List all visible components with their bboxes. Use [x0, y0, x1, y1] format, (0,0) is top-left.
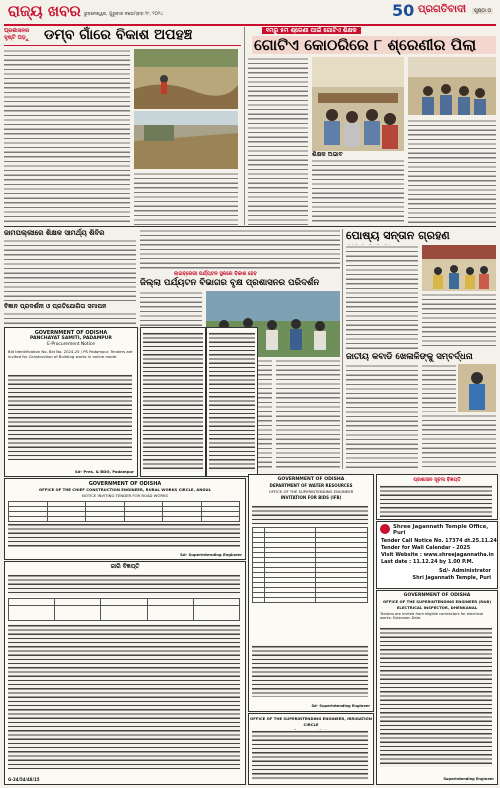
- story1: [4, 27, 241, 225]
- ad-bottom-line1: OFFICE OF THE SUPERINTENDING ENGINEER, IRRIGATION CIRCLE: [250, 716, 372, 727]
- ad-water-table: [252, 527, 368, 603]
- story1-rule: [4, 45, 241, 46]
- ad-panchayat-body: Bid Identification No. Bid No. 2024-25 / PS Padampur. Tenders are invited for Construction of Building works in online mode.: [8, 349, 133, 359]
- ad-water-line3: OFFICE OF THE SUPERINTENDING ENGINEER: [268, 489, 354, 494]
- ad-panchayat-line2: PANCHAYAT SAMITI, PADAMPUR: [30, 336, 112, 341]
- ad-panchayat-line3: E-Procurement Notice: [47, 342, 95, 347]
- ad-temple-line1: Shree Jagannath Temple Office, Puri: [393, 524, 489, 536]
- ad-hindi-line1: ଜାରି ବିଜ୍ଞପ୍ତି: [110, 563, 140, 570]
- ad-pwd-line2: OFFICE OF THE CHIEF CONSTRUCTION ENGINEER, RURAL WORKS CIRCLE, ANGUL: [38, 487, 212, 492]
- ad-electrical-footer: Superintending Engineer: [443, 777, 494, 781]
- story1-body-col1: [4, 49, 130, 225]
- story3: [4, 229, 136, 301]
- story4-body: [4, 312, 136, 324]
- story2-headline: ଗୋଟିଏ କୋଠରିରେ ୮ ଶ୍ରେଣୀର ପିଲା: [252, 36, 496, 54]
- ad-hindi: [4, 561, 246, 785]
- story6-body-col2: [422, 293, 496, 349]
- story2-body-col2: [312, 159, 404, 225]
- ad-water-line2: DEPARTMENT OF WATER RESOURCES: [269, 483, 353, 488]
- anniversary-logo: [392, 1, 414, 20]
- ad-pwd-footer: Sd- Superintending Engineer: [180, 552, 242, 557]
- anniversary-number: 50: [392, 1, 415, 20]
- ad-small-center: [140, 327, 206, 477]
- ad-electrical-body: Tenders are invited from eligible contractors for electrical works. Extension Date.: [380, 612, 484, 621]
- story2-caption: ଶିକ୍ଷକ ଅଭାବ: [312, 151, 343, 158]
- story5-top-body: [140, 229, 340, 269]
- story2-body: [248, 57, 308, 72]
- story6: [346, 229, 496, 349]
- story2-body-col1: [248, 57, 308, 225]
- masthead: [0, 0, 500, 24]
- story4-headline: ବିଜ୍ଞାନ ପ୍ରଦର୍ଶନୀ ଓ ପ୍ରତିଯୋଗିତା ସମାପନ: [4, 303, 107, 310]
- story4: [4, 303, 136, 323]
- story5-kicker: ଲାଇବ୍ରେରୀ ପର୍ଯ୍ୟଟନ ସ୍ଥଳରେ ବିକାଶ ହେବ: [174, 271, 257, 277]
- story7-body-col1: [346, 364, 418, 469]
- ad-temple-line2: Tender Call Notice No. 17374 dt.25.11.24: [381, 538, 497, 544]
- ad-pwd-angul: [4, 478, 246, 560]
- story6-photo: [422, 245, 496, 291]
- ad-panchayat: [4, 327, 138, 477]
- story1-body: [4, 49, 130, 59]
- ad-panchayat-footer: Sd- Pres. & BDO, Padampur: [75, 469, 134, 474]
- ad-temple-line6: Sd/- Administrator: [439, 568, 491, 574]
- ad-water: [248, 474, 374, 712]
- ad-water-footer: Sd- Superintending Engineer: [311, 704, 370, 708]
- ad-temple-line7: Shri Jagannath Temple, Puri: [412, 575, 491, 581]
- ad-pwd-line1: GOVERNMENT OF ODISHA: [88, 481, 162, 487]
- temple-icon: [380, 524, 390, 534]
- ad-hindi-footer: G-24/54/48/15: [8, 777, 40, 782]
- ad-water-line4: INVITATION FOR BIDS (IFB): [280, 495, 342, 500]
- ad-small-center-2: [206, 327, 258, 477]
- ad-hindi-table: [8, 598, 240, 621]
- story2-photo-2: [408, 57, 496, 115]
- ad-panchayat-line1: GOVERNMENT OF ODISHA: [34, 330, 108, 336]
- ad-water-line1: GOVERNMENT OF ODISHA: [277, 477, 345, 482]
- ad-pwd-line3: NOTICE INVITING TENDER FOR ROAD WORKS: [82, 493, 168, 498]
- ad-small-right: [376, 474, 498, 520]
- brand-logo: ପ୍ରଗତିବାଦୀ: [418, 4, 467, 15]
- section-title: ରାଜ୍ୟ ଖବର: [8, 2, 81, 20]
- ad-bottom-irrigation: [248, 713, 374, 785]
- story3-headline: ଜାମପଲ୍ଲୀରେ ଶିକ୍ଷକ ସାମର୍ଥ୍ୟ ଶିବିର: [4, 229, 105, 237]
- story7-body-col3: [422, 414, 496, 469]
- page-number: ପୃଷ୍ଠା ୦: [474, 8, 492, 14]
- story2-body-col3: [408, 119, 496, 225]
- story6-body-col1: [346, 245, 418, 349]
- story1-headline: ଡମ୍ବ ଗାଁରେ ବିକାଶ ଅପହଞ୍ଚ: [44, 27, 193, 43]
- story2-kicker: ୧ମରୁ ୫ମ ଶ୍ରେଣୀ ପାଇଁ ଗୋଟିଏ ଶିକ୍ଷକ: [262, 27, 361, 34]
- story1-body-col2: [134, 172, 238, 225]
- story2: [248, 27, 496, 225]
- story1-photo-2: [134, 111, 238, 169]
- ad-electrical: [376, 590, 498, 785]
- ad-temple-line3: Tender for Wall Calendar - 2025: [381, 545, 471, 551]
- ad-temple: [376, 521, 498, 589]
- story6-headline: ପୋଷ୍ୟ ସନ୍ତାନ ଗ୍ରହଣ: [346, 229, 450, 242]
- story2-photo: [312, 57, 404, 151]
- story7: [346, 352, 496, 469]
- story1-kicker: ପ୍ରଶାସନର ଦୃଷ୍ଟି ପଡ଼ୁ: [4, 28, 30, 41]
- ad-electrical-line2: OFFICE OF THE SUPERINTENDING ENGINEER (R&B) ELECTRICAL INSPECTOR, DHENKANAL: [382, 599, 492, 610]
- story7-body-col2: [422, 364, 456, 412]
- ad-electrical-line1: GOVERNMENT OF ODISHA: [403, 593, 471, 598]
- story7-headline: ଜାତୀୟ କବାଡି ଖେଳାଳିଙ୍କୁ ସମ୍ବର୍ଦ୍ଧନା: [346, 352, 473, 362]
- ad-temple-line4: Visit Website : www.shreejagannatha.in: [381, 552, 494, 558]
- story1-photo-1: [134, 49, 238, 109]
- ad-small-right-title: ପ୍ରଶାସନ ସୂଚନା ବିଜ୍ଞପ୍ତି: [413, 477, 461, 483]
- ad-temple-line5: Last date : 11.12.24 by 1.00 P.M.: [381, 559, 474, 565]
- ad-pwd-table: [8, 501, 240, 522]
- story5-body-col3: [276, 359, 340, 469]
- story3-body: [4, 239, 136, 301]
- dateline: ଭୁବନେଶ୍ୱର, ଗୁରୁବାର ନଭେମ୍ବର ୨୮, ୨୦୨୪: [84, 12, 164, 17]
- story7-photo: [458, 364, 496, 412]
- story5-headline: ଜିଲ୍ଲା ପର୍ଯ୍ୟଟନ ବିଭାଗର ବୃକ୍ଷ ପ୍ରଶାସନର ପରିଦର୍ଶନ: [140, 278, 320, 288]
